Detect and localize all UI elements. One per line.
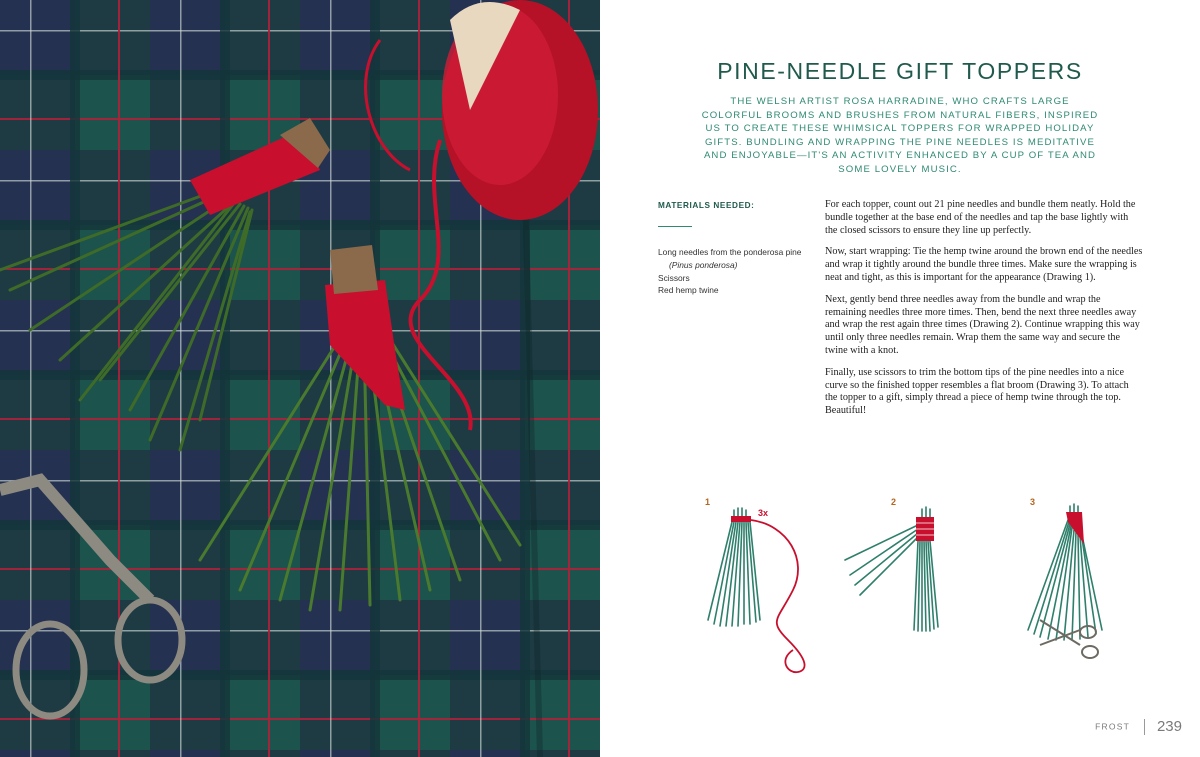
footer-section: FROST: [1095, 721, 1130, 732]
page-title: PINE-NEEDLE GIFT TOPPERS: [717, 58, 1083, 84]
drawing-3: [1020, 500, 1110, 670]
material-item: [658, 246, 818, 272]
material-item-latin: (Pinus ponderosa): [669, 259, 738, 270]
material-item-text: Long needles from the ponderosa pine: [658, 247, 802, 257]
instruction-paragraph: Finally, use scissors to trim the bottom tips of the pine needles into a nice curve so the finished topper resembles a flat broom (Drawing 3). To attach the topper to a gift, simply thread a piece of hemp twine through the top. Beautiful!: [825, 366, 1129, 417]
instruction-paragraph: Next, gently bend three needles away from the bundle and wrap the remaining needles three more times. Then, bend the next three needles away and wrap the rest again three times (Drawing 2). Continue wrapping this way until only three needles remain. Wrap them the same way and secure the twine with a knot.: [825, 293, 1140, 356]
material-item: Red hemp twine: [658, 285, 719, 296]
drawing-1-note: 3x: [758, 508, 769, 518]
materials-list: [658, 246, 818, 297]
page-number: 239: [1156, 718, 1182, 735]
instruction-paragraph: Now, start wrapping: Tie the hemp twine around the brown end of the needles and wrap it tightly around the bundle three times. Make sure the wrapping is neat and tight, as this is important for the appearance (Drawing 1).: [825, 246, 1143, 283]
page-footer: [1095, 718, 1182, 735]
drawing-1: [698, 500, 828, 680]
intro-paragraph: THE WELSH ARTIST ROSA HARRADINE, WHO CRAFTS LARGE COLORFUL BROOMS AND BRUSHES FROM NATURAL FIBERS, INSPIRED US TO CREATE THESE WHIMSICAL TOPPERS FOR WRAPPED HOLIDAY GIFTS. BUNDLING AND WRAPPING THE PINE NEEDLES IS MEDITATIVE AND ENJOYABLE—IT'S AN ACTIVITY ENHANCED BY A CUP OF TEA AND SOME LOVELY MUSIC.: [701, 96, 1099, 175]
recipe-page: [600, 0, 1200, 757]
materials-divider: [658, 226, 692, 227]
drawing-1-label: 1: [705, 497, 711, 507]
drawing-2-label: 2: [891, 497, 897, 507]
drawing-3-label: 3: [1030, 497, 1036, 507]
drawing-2: [840, 505, 950, 635]
instruction-paragraph: For each topper, count out 21 pine needles and bundle them neatly. Hold the bundle together at the base end of the needles and tap the base lightly with the closed scissors to ensure they line up perfectly.: [825, 199, 1136, 236]
instructions: [825, 199, 1143, 427]
material-item: Scissors: [658, 272, 690, 283]
materials-heading: MATERIALS NEEDED:: [658, 201, 755, 210]
footer-divider: [1144, 719, 1145, 735]
